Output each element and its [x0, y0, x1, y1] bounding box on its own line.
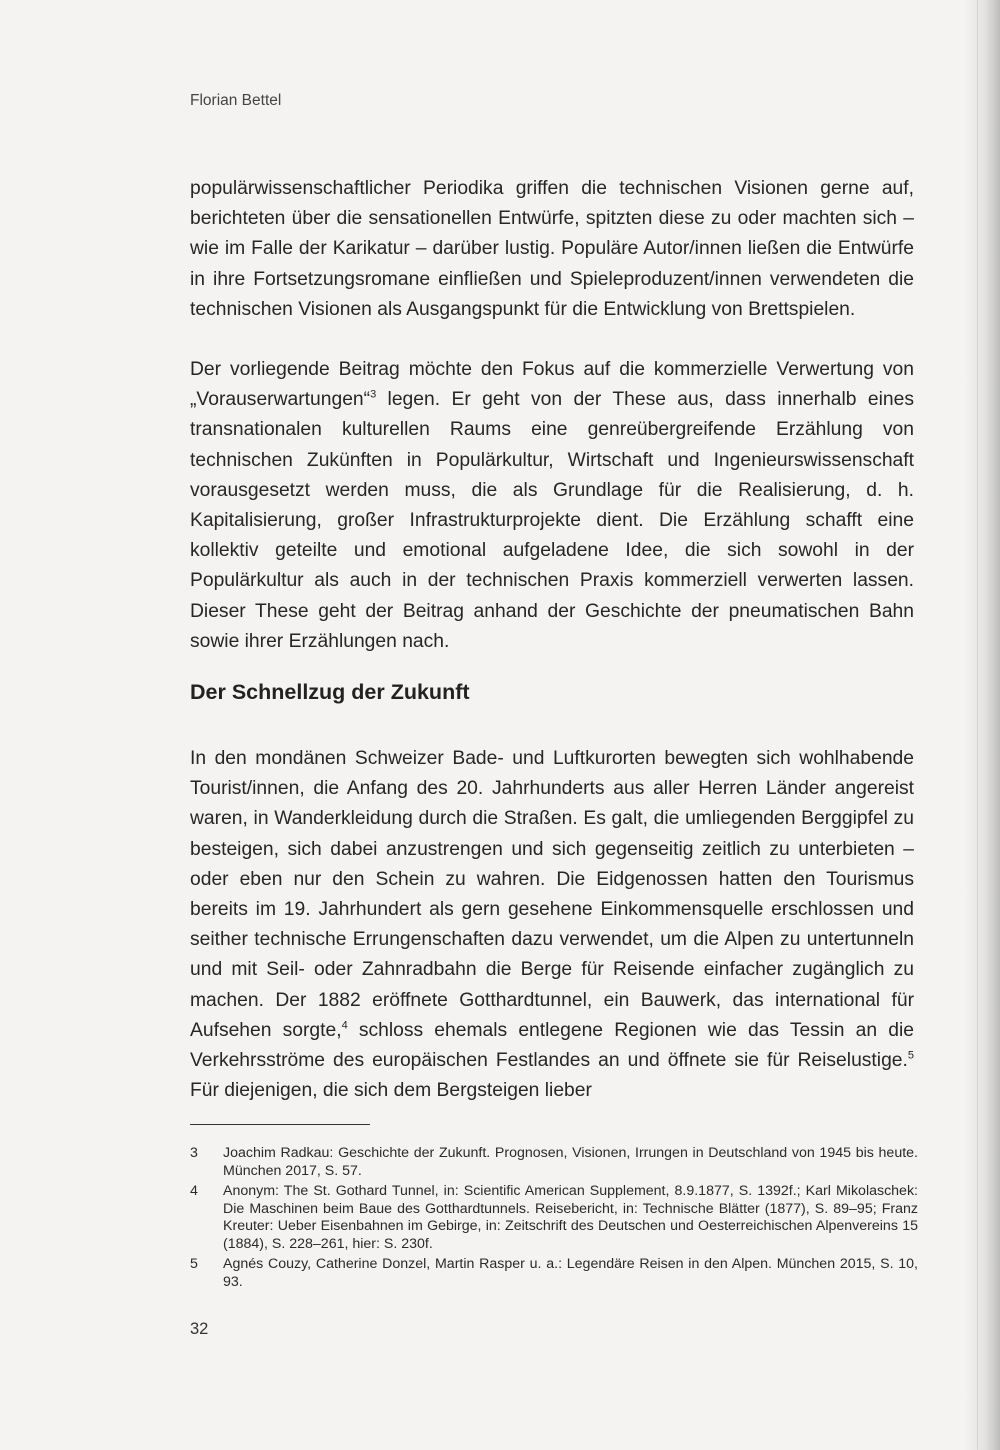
paragraph-text: Für diejenigen, die sich dem Bergsteigen lieber — [190, 1080, 592, 1102]
paragraph-text: Der vorliegende Beitrag möchte den Fokus auf die kommerzielle Verwertung von „Vorauserwartungen“ — [190, 359, 914, 411]
paragraph-text: legen. Er geht von der These aus, dass innerhalb eines transnationalen kulturellen Raums eine genreübergreifende Erzählung von technischen Zukünften in Populärkultur, Wirtschaft und Ingenieurswissenschaft vorausgesetzt werden muss, die als Grundlage für die Realisierung, d. h. Kapitalisierung, großer Infrastrukturprojekte dient. Die Erzählung schafft eine kollektiv geteilte und emotional aufgeladene Idee, die sich sowohl in der Populärkultur als auch in der technischen Praxis kommerziell verwerten lassen. Dieser These geht der Beitrag anhand der Geschichte der pneumatischen Bahn sowie ihrer Erzählungen nach. — [190, 389, 914, 652]
body-paragraph-3 — [190, 744, 914, 1106]
footnote-3 — [190, 1145, 918, 1180]
footnote-5 — [190, 1256, 918, 1291]
body-paragraph-2 — [190, 355, 914, 657]
paragraph-text: In den mondänen Schweizer Bade- und Luftkurorten bewegten sich wohlhabende Tourist/innen, die Anfang des 20. Jahrhunderts aus aller Herren Länder angereist waren, in Wanderkleidung durch die Straßen. Es galt, die umliegenden Berggipfel zu besteigen, sich dabei anzustrengen und sich gegenseitig zeitlich zu unterbieten – oder eben nur den Schein zu wahren. Die Eidgenossen hatten den Tourismus bereits im 19. Jahrhundert als gern gesehene Einkommensquelle erschlossen und seither technische Errungenschaften dazu verwendet, um die Alpen zu untertunneln und mit Seil- oder Zahnradbahn die Berge für Reisende einfacher zugänglich zu machen. Der 1882 eröffnete Gotthardtunnel, ein Bauwerk, das international für Aufsehen sorgte, — [190, 748, 914, 1041]
footnote-4 — [190, 1183, 918, 1253]
page-edge-line — [977, 0, 978, 1450]
footnote-ref-5[interactable]: 5 — [907, 1049, 914, 1062]
footnote-ref-4[interactable]: 4 — [341, 1019, 348, 1032]
section-heading: Der Schnellzug der Zukunft — [190, 680, 470, 704]
page-number: 32 — [190, 1320, 209, 1338]
footnote-ref-3[interactable]: 3 — [370, 388, 377, 401]
footnote-number: 5 — [190, 1256, 198, 1272]
footnote-number: 4 — [190, 1183, 198, 1199]
running-head: Florian Bettel — [190, 92, 282, 109]
paragraph-text: schloss ehemals entlegene Regionen wie das Tessin an die Verkehrsströme des europäischen Festlandes an und öffnete sie für Reiselustige. — [190, 1019, 914, 1072]
footnote-text: Joachim Radkau: Geschichte der Zukunft. Prognosen, Visionen, Irrungen in Deutschland von 1945 bis heute. München 2017, S. 57. — [223, 1145, 918, 1179]
page-edge-shadow — [966, 0, 1000, 1450]
footnote-text: Agnés Couzy, Catherine Donzel, Martin Rasper u. a.: Legendäre Reisen in den Alpen. München 2015, S. 10, 93. — [223, 1256, 918, 1290]
footnote-number: 3 — [190, 1145, 198, 1161]
footnote-text: Anonym: The St. Gothard Tunnel, in: Scientific American Supplement, 8.9.1877, S. 1392f.; Karl Mikolaschek: Die Maschinen beim Baue des Gotthardtunnels. Reisebericht, in: Technische Blätter (1877), S. 89–95; Franz Kreuter: Ueber Eisenbahnen im Gebirge, in: Zeitschrift des Deutschen und Oesterreichischen Alpenvereins 15 (1884), S. 228–261, hier: S. 230f. — [223, 1183, 918, 1252]
footnote-separator — [190, 1124, 370, 1125]
body-paragraph-1: populärwissenschaftlicher Periodika griffen die technischen Visionen gerne auf, berichteten über die sensationellen Entwürfe, spitzten diese zu oder machten sich – wie im Falle der Karikatur – darüber lustig. Populäre Autor/innen ließen die Entwürfe in ihre Fortsetzungsromane einfließen und Spieleproduzent/innen verwendeten die technischen Visionen als Ausgangspunkt für die Entwicklung von Brettspielen. — [190, 178, 914, 320]
footnotes-list — [190, 1145, 918, 1294]
